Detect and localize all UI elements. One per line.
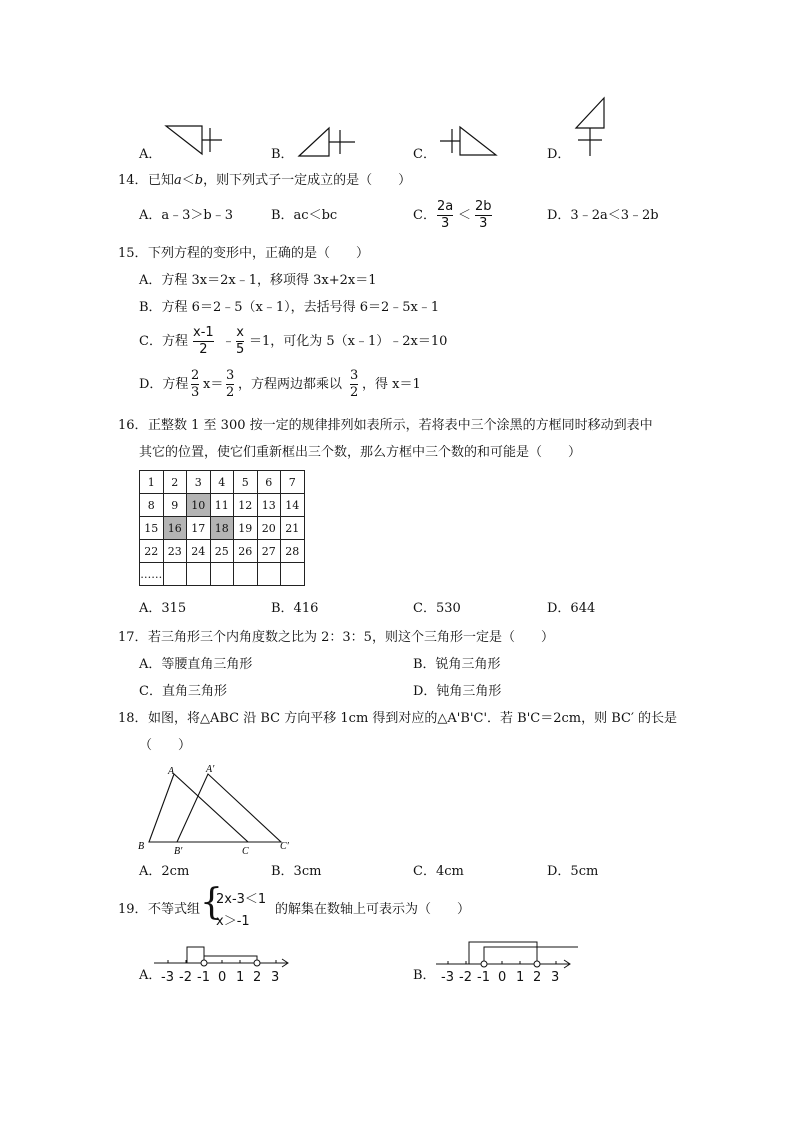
q15-option-d-post: ，得 x＝1 (362, 377, 421, 392)
q19-number-line-a (150, 942, 295, 984)
table-cell: 16 (163, 517, 187, 540)
q19-a-tick-1: 1 (236, 970, 245, 985)
q16-stem-line2: 其它的位置，使它们重新框出三个数，那么方框中三个数的和可能是（ ） (139, 445, 582, 460)
q15-option-c-fraction-2: x 5 (236, 325, 245, 357)
q19-b-tick-2: 2 (533, 970, 542, 985)
q17-number: 17． (118, 630, 148, 645)
q15-option-d-fraction-2: 3 2 (226, 368, 235, 400)
q16-stem-line1: 正整数 1 至 300 按一定的规律排列如表所示，若将表中三个涂黑的方框同时移动到表中 (148, 418, 653, 433)
q14-option-c-label: C． (413, 208, 436, 223)
q14-stem: 已知a＜b，则下列式子一定成立的是（ ） (148, 173, 412, 188)
table-row (140, 563, 305, 586)
q13-option-b-label: B． (271, 147, 294, 162)
q19-number: 19． (118, 902, 148, 917)
q19-stem-pre: 不等式组 (148, 902, 201, 917)
q19-option-a-label: A． (139, 968, 162, 983)
q19-a-tick-neg1: -1 (197, 970, 210, 985)
q19-a-tick-neg3: -3 (161, 970, 174, 985)
table-cell: 7 (281, 471, 305, 494)
table-cell (187, 563, 211, 586)
q14-option-b: B．ac＜bc (271, 208, 338, 223)
q15-option-c-pre: C．方程 (139, 334, 188, 349)
table-row (140, 540, 305, 563)
q14-number: 14． (118, 173, 148, 188)
q16-option-c: C．530 (413, 601, 461, 616)
q13-figure-a (164, 124, 224, 156)
table-cell (234, 563, 258, 586)
q16-option-a: A．315 (139, 601, 187, 616)
q15-option-d-mid: x＝ (203, 377, 224, 392)
table-cell: 14 (281, 494, 305, 517)
q13-option-a-label: A． (139, 147, 162, 162)
q19-a-tick-2: 2 (253, 970, 262, 985)
q15-stem: 下列方程的变形中，正确的是（ ） (148, 246, 370, 261)
q13-figure-b (297, 126, 359, 158)
table-cell: 24 (187, 540, 211, 563)
q18-option-d: D．5cm (547, 864, 599, 879)
q15-option-d-mid2: ，方程两边都乘以 (238, 377, 343, 392)
q19-stem-post: 的解集在数轴上可表示为（ ） (275, 902, 471, 917)
q15-option-d-fraction-1: 2 3 (191, 368, 200, 400)
table-cell: 28 (281, 540, 305, 563)
table-cell: 6 (257, 471, 281, 494)
table-cell: 17 (187, 517, 211, 540)
q19-a-tick-3: 3 (271, 970, 280, 985)
q15-option-a: A．方程 3x＝2x﹣1，移项得 3x+2x＝1 (139, 273, 377, 288)
q19-a-tick-neg2: -2 (179, 970, 192, 985)
q18-triangle-figure (136, 762, 296, 858)
q19-b-tick-neg3: -3 (441, 970, 454, 985)
q19-inequality-1: 2x-3＜1 (216, 892, 267, 907)
q13-figure-d (574, 96, 610, 158)
table-cell: 21 (281, 517, 305, 540)
table-cell (210, 563, 234, 586)
table-cell: 4 (210, 471, 234, 494)
q15-option-d-pre: D．方程 (139, 377, 189, 392)
q18-option-b: B．3cm (271, 864, 322, 879)
table-cell: 5 (234, 471, 258, 494)
q15-option-c-minus: ﹣ (222, 334, 236, 349)
table-row (140, 517, 305, 540)
table-cell: 20 (257, 517, 281, 540)
q15-option-d-fraction-3: 3 2 (350, 368, 359, 400)
q14-option-c-lt: ＜ (458, 208, 472, 223)
table-cell: 12 (234, 494, 258, 517)
q13-option-d-label: D． (547, 147, 571, 162)
q18-label-a-prime: A′ (206, 764, 215, 775)
table-cell (281, 563, 305, 586)
q19-b-tick-3: 3 (551, 970, 560, 985)
q16-number-table (139, 470, 305, 586)
table-cell: …… (140, 563, 164, 586)
table-row (140, 471, 305, 494)
table-cell: 25 (210, 540, 234, 563)
q18-option-c: C．4cm (413, 864, 464, 879)
table-cell: 10 (187, 494, 211, 517)
q18-stem: 如图，将△ABC 沿 BC 方向平移 1cm 得到对应的△A'B'C'．若 B'C＝2cm，则 BC′ 的长是 (148, 711, 678, 726)
q15-option-c-fraction-1: x-1 2 (193, 325, 214, 357)
q19-brace: { (200, 882, 223, 923)
table-cell: 22 (140, 540, 164, 563)
q14-option-d: D．3﹣2a＜3﹣2b (547, 208, 659, 223)
q18-number: 18． (118, 711, 148, 726)
table-cell: 23 (163, 540, 187, 563)
q17-option-c: C．直角三角形 (139, 684, 227, 699)
table-cell: 19 (234, 517, 258, 540)
q18-label-b-prime: B′ (174, 846, 183, 857)
table-cell: 9 (163, 494, 187, 517)
q18-label-c: C (242, 846, 249, 857)
q18-label-a: A (168, 766, 175, 777)
q19-b-tick-0: 0 (498, 970, 507, 985)
table-cell: 13 (257, 494, 281, 517)
q19-b-tick-neg1: -1 (477, 970, 490, 985)
table-cell: 3 (187, 471, 211, 494)
q16-number: 16． (118, 418, 148, 433)
q19-inequality-2: x＞-1 (216, 914, 250, 929)
q19-number-line-b (430, 937, 580, 983)
table-cell (163, 563, 187, 586)
table-cell: 18 (210, 517, 234, 540)
q14-option-c-fraction-1: 2a 3 (437, 199, 454, 231)
table-cell: 27 (257, 540, 281, 563)
q18-option-a: A．2cm (139, 864, 190, 879)
q17-stem: 若三角形三个内角度数之比为 2：3：5，则这个三角形一定是（ ） (148, 630, 554, 645)
table-cell: 2 (163, 471, 187, 494)
table-cell: 1 (140, 471, 164, 494)
q19-a-tick-0: 0 (218, 970, 227, 985)
q17-option-a: A．等腰直角三角形 (139, 657, 253, 672)
table-cell: 26 (234, 540, 258, 563)
q14-option-a: A．a﹣3＞b﹣3 (139, 208, 234, 223)
q18-paren: （ ） (139, 738, 192, 753)
table-row (140, 494, 305, 517)
q19-option-b-label: B． (413, 968, 436, 983)
q17-option-d: D．钝角三角形 (413, 684, 502, 699)
q18-label-c-prime: C′ (280, 841, 289, 852)
q15-option-c-post: ＝1，可化为 5（x﹣1）﹣2x＝10 (249, 334, 448, 349)
q19-b-tick-1: 1 (516, 970, 525, 985)
q15-number: 15． (118, 246, 148, 261)
q14-option-c-fraction-2: 2b 3 (475, 199, 492, 231)
q13-figure-c (438, 125, 500, 157)
q13-option-c-label: C． (413, 147, 436, 162)
q17-option-b: B．锐角三角形 (413, 657, 501, 672)
q19-b-tick-neg2: -2 (459, 970, 472, 985)
table-cell (257, 563, 281, 586)
q15-option-b: B．方程 6＝2﹣5（x﹣1），去括号得 6＝2﹣5x﹣1 (139, 300, 440, 315)
q16-option-d: D．644 (547, 601, 596, 616)
q16-option-b: B．416 (271, 601, 319, 616)
table-cell: 8 (140, 494, 164, 517)
q18-label-b: B (138, 841, 145, 852)
table-cell: 11 (210, 494, 234, 517)
table-cell: 15 (140, 517, 164, 540)
